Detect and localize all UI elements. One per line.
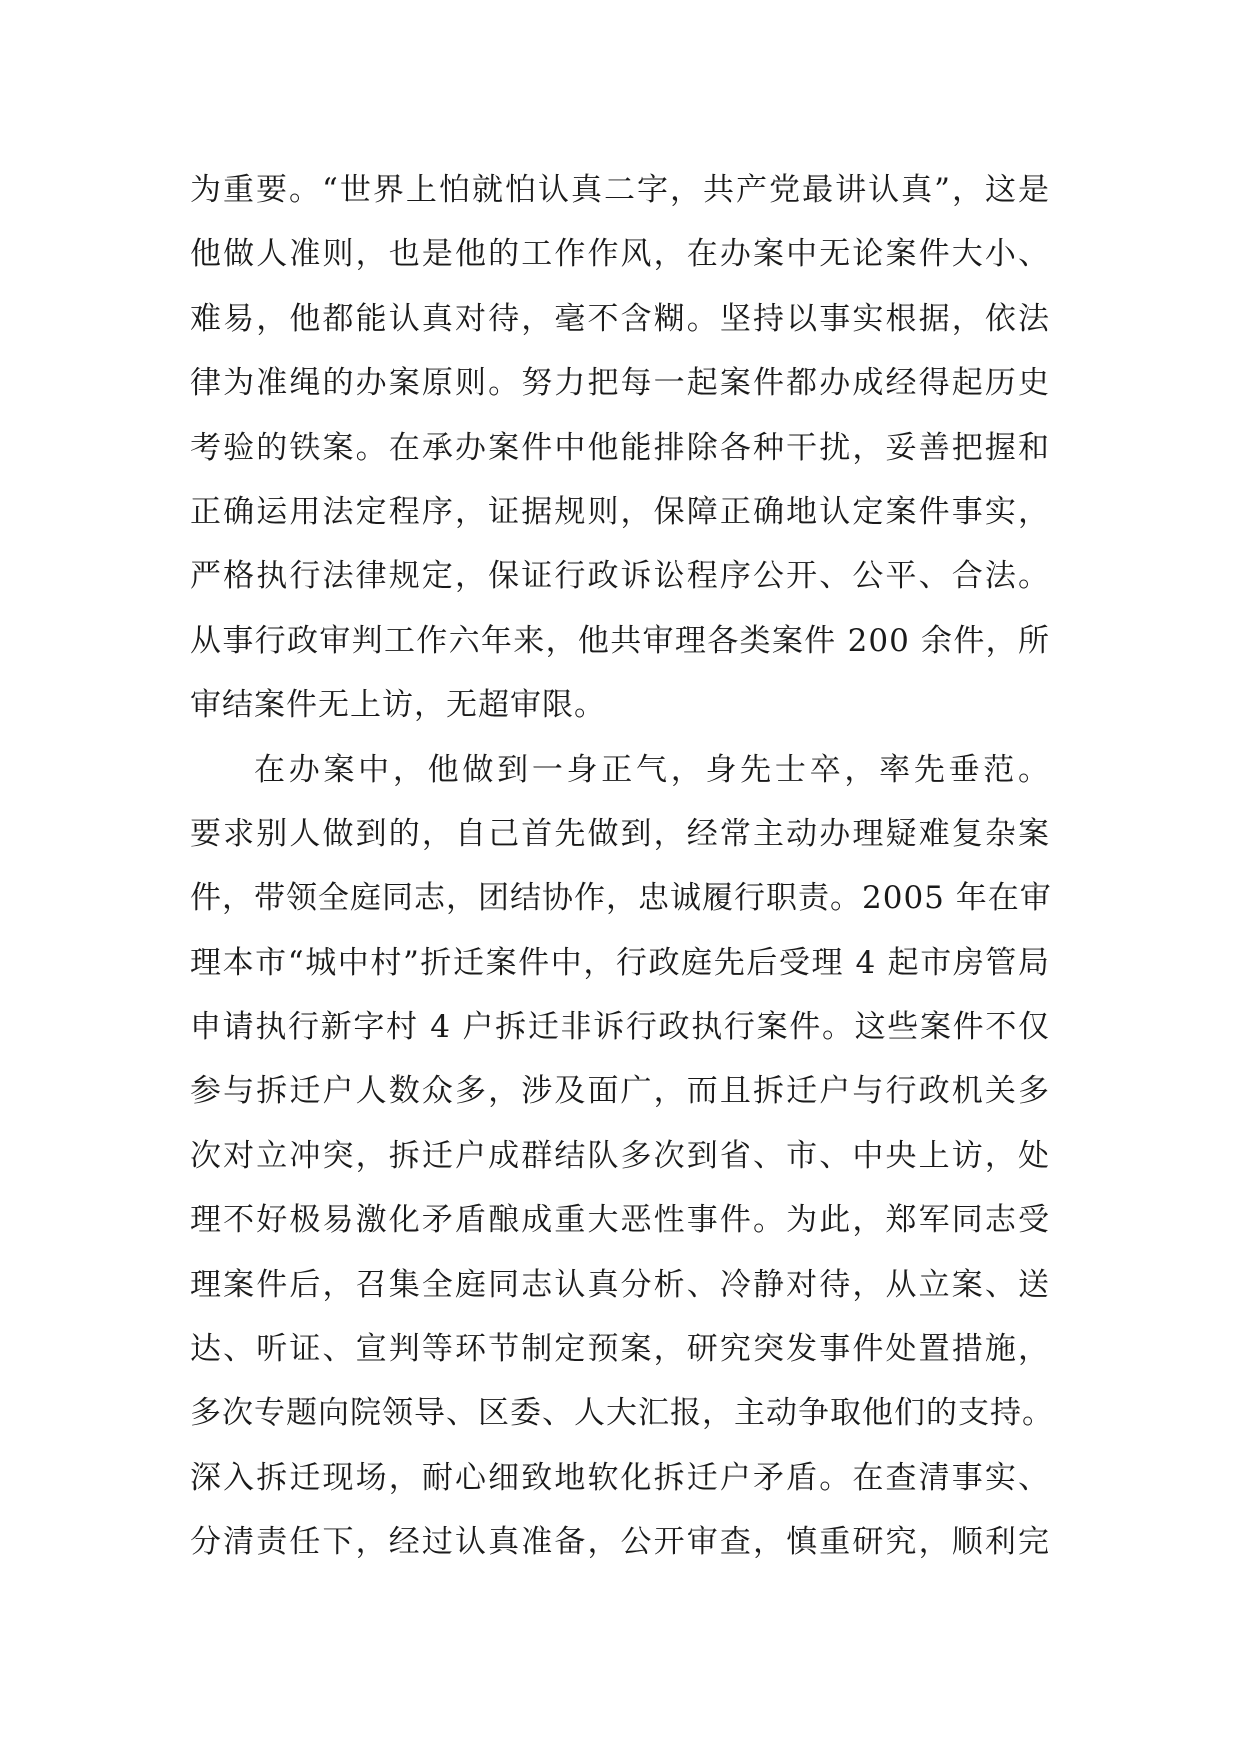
text-line: 达、听证、宣判等环节制定预案，研究突发事件处置措施，: [190, 1331, 1050, 1368]
text-line: 正确运用法定程序，证据规则，保障正确地认定案件事实，: [190, 493, 1050, 530]
text-line: 多次专题向院领导、区委、人大汇报，主动争取他们的支持。: [190, 1395, 1054, 1432]
text-line: 件，带领全庭同志，团结协作，忠诚履行职责。2005 年在审: [190, 880, 1052, 917]
paragraph-2: [190, 738, 1054, 1575]
text-line: 申请执行新字村 4 户拆迁非诉行政执行案件。这些案件不仅: [190, 1009, 1050, 1046]
text-line: 律为准绳的办案原则。努力把每一起案件都办成经得起历史: [190, 365, 1050, 402]
text-line: 审结案件无上访，无超审限。: [190, 687, 606, 724]
text-line: 理案件后，召集全庭同志认真分析、冷静对待，从立案、送: [190, 1266, 1050, 1303]
text-line: 分清责任下，经过认真准备，公开审查，慎重研究，顺利完: [190, 1524, 1050, 1561]
text-line: 参与拆迁户人数众多，涉及面广，而且拆迁户与行政机关多: [190, 1073, 1050, 1110]
text-line: 严格执行法律规定，保证行政诉讼程序公开、公平、合法。: [190, 558, 1050, 595]
text-line: 深入拆迁现场，耐心细致地软化拆迁户矛盾。在查清事实、: [190, 1459, 1050, 1496]
text-line: 次对立冲突，拆迁户成群结队多次到省、市、中央上访，处: [190, 1137, 1050, 1174]
paragraph-1: [190, 158, 1050, 738]
text-line: 理本市“城中村”折迁案件中，行政庭先后受理 4 起市房管局: [190, 944, 1050, 981]
text-line: 为重要。“世界上怕就怕认真二字，共产党最讲认真”，这是: [190, 172, 1050, 208]
text-line: 在办案中，他做到一身正气，身先士卒，率先垂范。: [254, 751, 1050, 788]
text-line: 考验的铁案。在承办案件中他能排除各种干扰，妥善把握和: [190, 429, 1050, 466]
text-line: 要求别人做到的，自己首先做到，经常主动办理疑难复杂案: [190, 815, 1050, 852]
text-line: 他做人准则，也是他的工作作风，在办案中无论案件大小、: [190, 236, 1050, 273]
text-line: 理不好极易激化矛盾酿成重大恶性事件。为此，郑军同志受: [190, 1202, 1050, 1239]
body-text: [190, 158, 1054, 1575]
text-line: 从事行政审判工作六年来，他共审理各类案件 200 余件，所: [190, 622, 1050, 659]
text-line: 难易，他都能认真对待，毫不含糊。坚持以事实根据，依法: [190, 300, 1050, 337]
